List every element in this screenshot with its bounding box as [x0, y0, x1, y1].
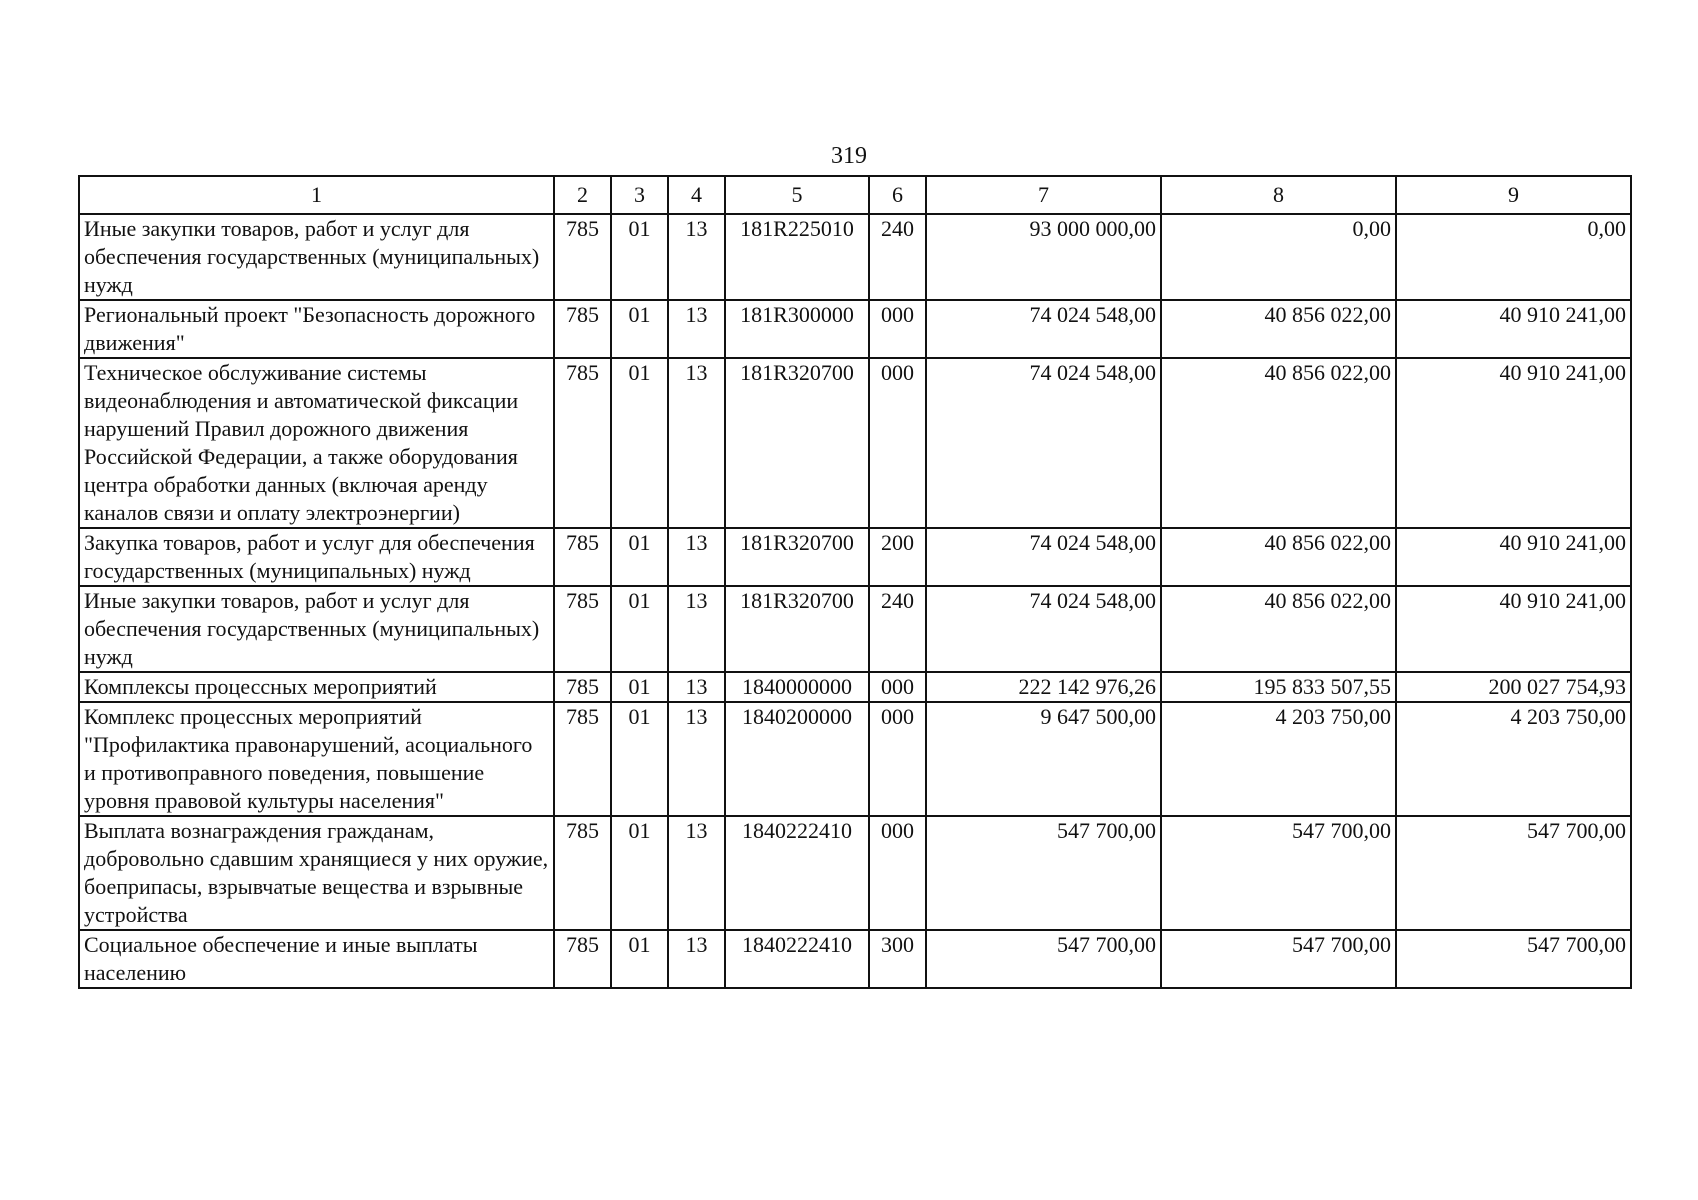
target-article-code: 1840000000 [725, 672, 869, 702]
amount-col-9: 0,00 [1396, 214, 1631, 300]
table-row [79, 930, 1631, 988]
amount-col-9: 40 910 241,00 [1396, 586, 1631, 672]
expense-type-code: 200 [869, 528, 926, 586]
section-code: 01 [611, 358, 668, 528]
target-article-code: 181R320700 [725, 586, 869, 672]
row-name: Иные закупки товаров, работ и услуг для обеспечения государственных (муниципальных) нужд [79, 586, 554, 672]
row-name: Региональный проект "Безопасность дорожного движения" [79, 300, 554, 358]
amount-col-8: 547 700,00 [1161, 816, 1396, 930]
ministry-code: 785 [554, 214, 611, 300]
subsection-code: 13 [668, 528, 725, 586]
column-header-3: 3 [611, 176, 668, 214]
table-row [79, 816, 1631, 930]
row-name: Закупка товаров, работ и услуг для обеспечения государственных (муниципальных) нужд [79, 528, 554, 586]
section-code: 01 [611, 816, 668, 930]
expense-type-code: 000 [869, 702, 926, 816]
ministry-code: 785 [554, 816, 611, 930]
ministry-code: 785 [554, 586, 611, 672]
expense-type-code: 000 [869, 300, 926, 358]
row-name: Выплата вознаграждения гражданам, добровольно сдавшим хранящиеся у них оружие, боеприпасы, взрывчатые вещества и взрывные устройства [79, 816, 554, 930]
section-code: 01 [611, 300, 668, 358]
ministry-code: 785 [554, 358, 611, 528]
section-code: 01 [611, 702, 668, 816]
subsection-code: 13 [668, 358, 725, 528]
expense-type-code: 300 [869, 930, 926, 988]
target-article-code: 181R225010 [725, 214, 869, 300]
ministry-code: 785 [554, 702, 611, 816]
amount-col-8: 195 833 507,55 [1161, 672, 1396, 702]
target-article-code: 181R300000 [725, 300, 869, 358]
expense-type-code: 240 [869, 586, 926, 672]
section-code: 01 [611, 214, 668, 300]
section-code: 01 [611, 672, 668, 702]
expense-type-code: 240 [869, 214, 926, 300]
table-row [79, 300, 1631, 358]
amount-col-7: 74 024 548,00 [926, 586, 1161, 672]
amount-col-7: 74 024 548,00 [926, 358, 1161, 528]
subsection-code: 13 [668, 214, 725, 300]
section-code: 01 [611, 930, 668, 988]
target-article-code: 1840222410 [725, 930, 869, 988]
budget-table [78, 175, 1632, 989]
column-header-6: 6 [869, 176, 926, 214]
amount-col-9: 547 700,00 [1396, 816, 1631, 930]
column-header-7: 7 [926, 176, 1161, 214]
subsection-code: 13 [668, 930, 725, 988]
target-article-code: 181R320700 [725, 528, 869, 586]
table-row [79, 214, 1631, 300]
amount-col-7: 74 024 548,00 [926, 528, 1161, 586]
amount-col-8: 40 856 022,00 [1161, 586, 1396, 672]
amount-col-7: 222 142 976,26 [926, 672, 1161, 702]
section-code: 01 [611, 586, 668, 672]
ministry-code: 785 [554, 930, 611, 988]
subsection-code: 13 [668, 586, 725, 672]
amount-col-8: 4 203 750,00 [1161, 702, 1396, 816]
amount-col-8: 547 700,00 [1161, 930, 1396, 988]
amount-col-9: 40 910 241,00 [1396, 528, 1631, 586]
subsection-code: 13 [668, 300, 725, 358]
amount-col-9: 547 700,00 [1396, 930, 1631, 988]
section-code: 01 [611, 528, 668, 586]
header-row [79, 176, 1631, 214]
subsection-code: 13 [668, 672, 725, 702]
column-header-4: 4 [668, 176, 725, 214]
target-article-code: 1840222410 [725, 816, 869, 930]
target-article-code: 1840200000 [725, 702, 869, 816]
table-row [79, 528, 1631, 586]
column-header-5: 5 [725, 176, 869, 214]
table-row [79, 358, 1631, 528]
row-name: Техническое обслуживание системы видеонаблюдения и автоматической фиксации нарушений Правил дорожного движения Российской Федерации, а также оборудования центра обработки данных (включая аренду каналов связи и оплату электроэнергии) [79, 358, 554, 528]
target-article-code: 181R320700 [725, 358, 869, 528]
amount-col-9: 200 027 754,93 [1396, 672, 1631, 702]
table-row [79, 586, 1631, 672]
subsection-code: 13 [668, 702, 725, 816]
column-header-1: 1 [79, 176, 554, 214]
amount-col-7: 9 647 500,00 [926, 702, 1161, 816]
ministry-code: 785 [554, 528, 611, 586]
ministry-code: 785 [554, 300, 611, 358]
ministry-code: 785 [554, 672, 611, 702]
amount-col-7: 93 000 000,00 [926, 214, 1161, 300]
amount-col-7: 547 700,00 [926, 816, 1161, 930]
expense-type-code: 000 [869, 816, 926, 930]
table-row [79, 702, 1631, 816]
page-number: 319 [831, 143, 867, 169]
amount-col-8: 0,00 [1161, 214, 1396, 300]
subsection-code: 13 [668, 816, 725, 930]
table-row [79, 672, 1631, 702]
amount-col-7: 74 024 548,00 [926, 300, 1161, 358]
row-name: Комплексы процессных мероприятий [79, 672, 554, 702]
amount-col-8: 40 856 022,00 [1161, 300, 1396, 358]
amount-col-8: 40 856 022,00 [1161, 358, 1396, 528]
expense-type-code: 000 [869, 358, 926, 528]
row-name: Социальное обеспечение и иные выплаты населению [79, 930, 554, 988]
amount-col-8: 40 856 022,00 [1161, 528, 1396, 586]
amount-col-9: 40 910 241,00 [1396, 300, 1631, 358]
expense-type-code: 000 [869, 672, 926, 702]
amount-col-9: 40 910 241,00 [1396, 358, 1631, 528]
row-name: Иные закупки товаров, работ и услуг для обеспечения государственных (муниципальных) нужд [79, 214, 554, 300]
column-header-9: 9 [1396, 176, 1631, 214]
row-name: Комплекс процессных мероприятий "Профилактика правонарушений, асоциального и противоправного поведения, повышение уровня правовой культуры населения" [79, 702, 554, 816]
amount-col-9: 4 203 750,00 [1396, 702, 1631, 816]
amount-col-7: 547 700,00 [926, 930, 1161, 988]
column-header-2: 2 [554, 176, 611, 214]
column-header-8: 8 [1161, 176, 1396, 214]
